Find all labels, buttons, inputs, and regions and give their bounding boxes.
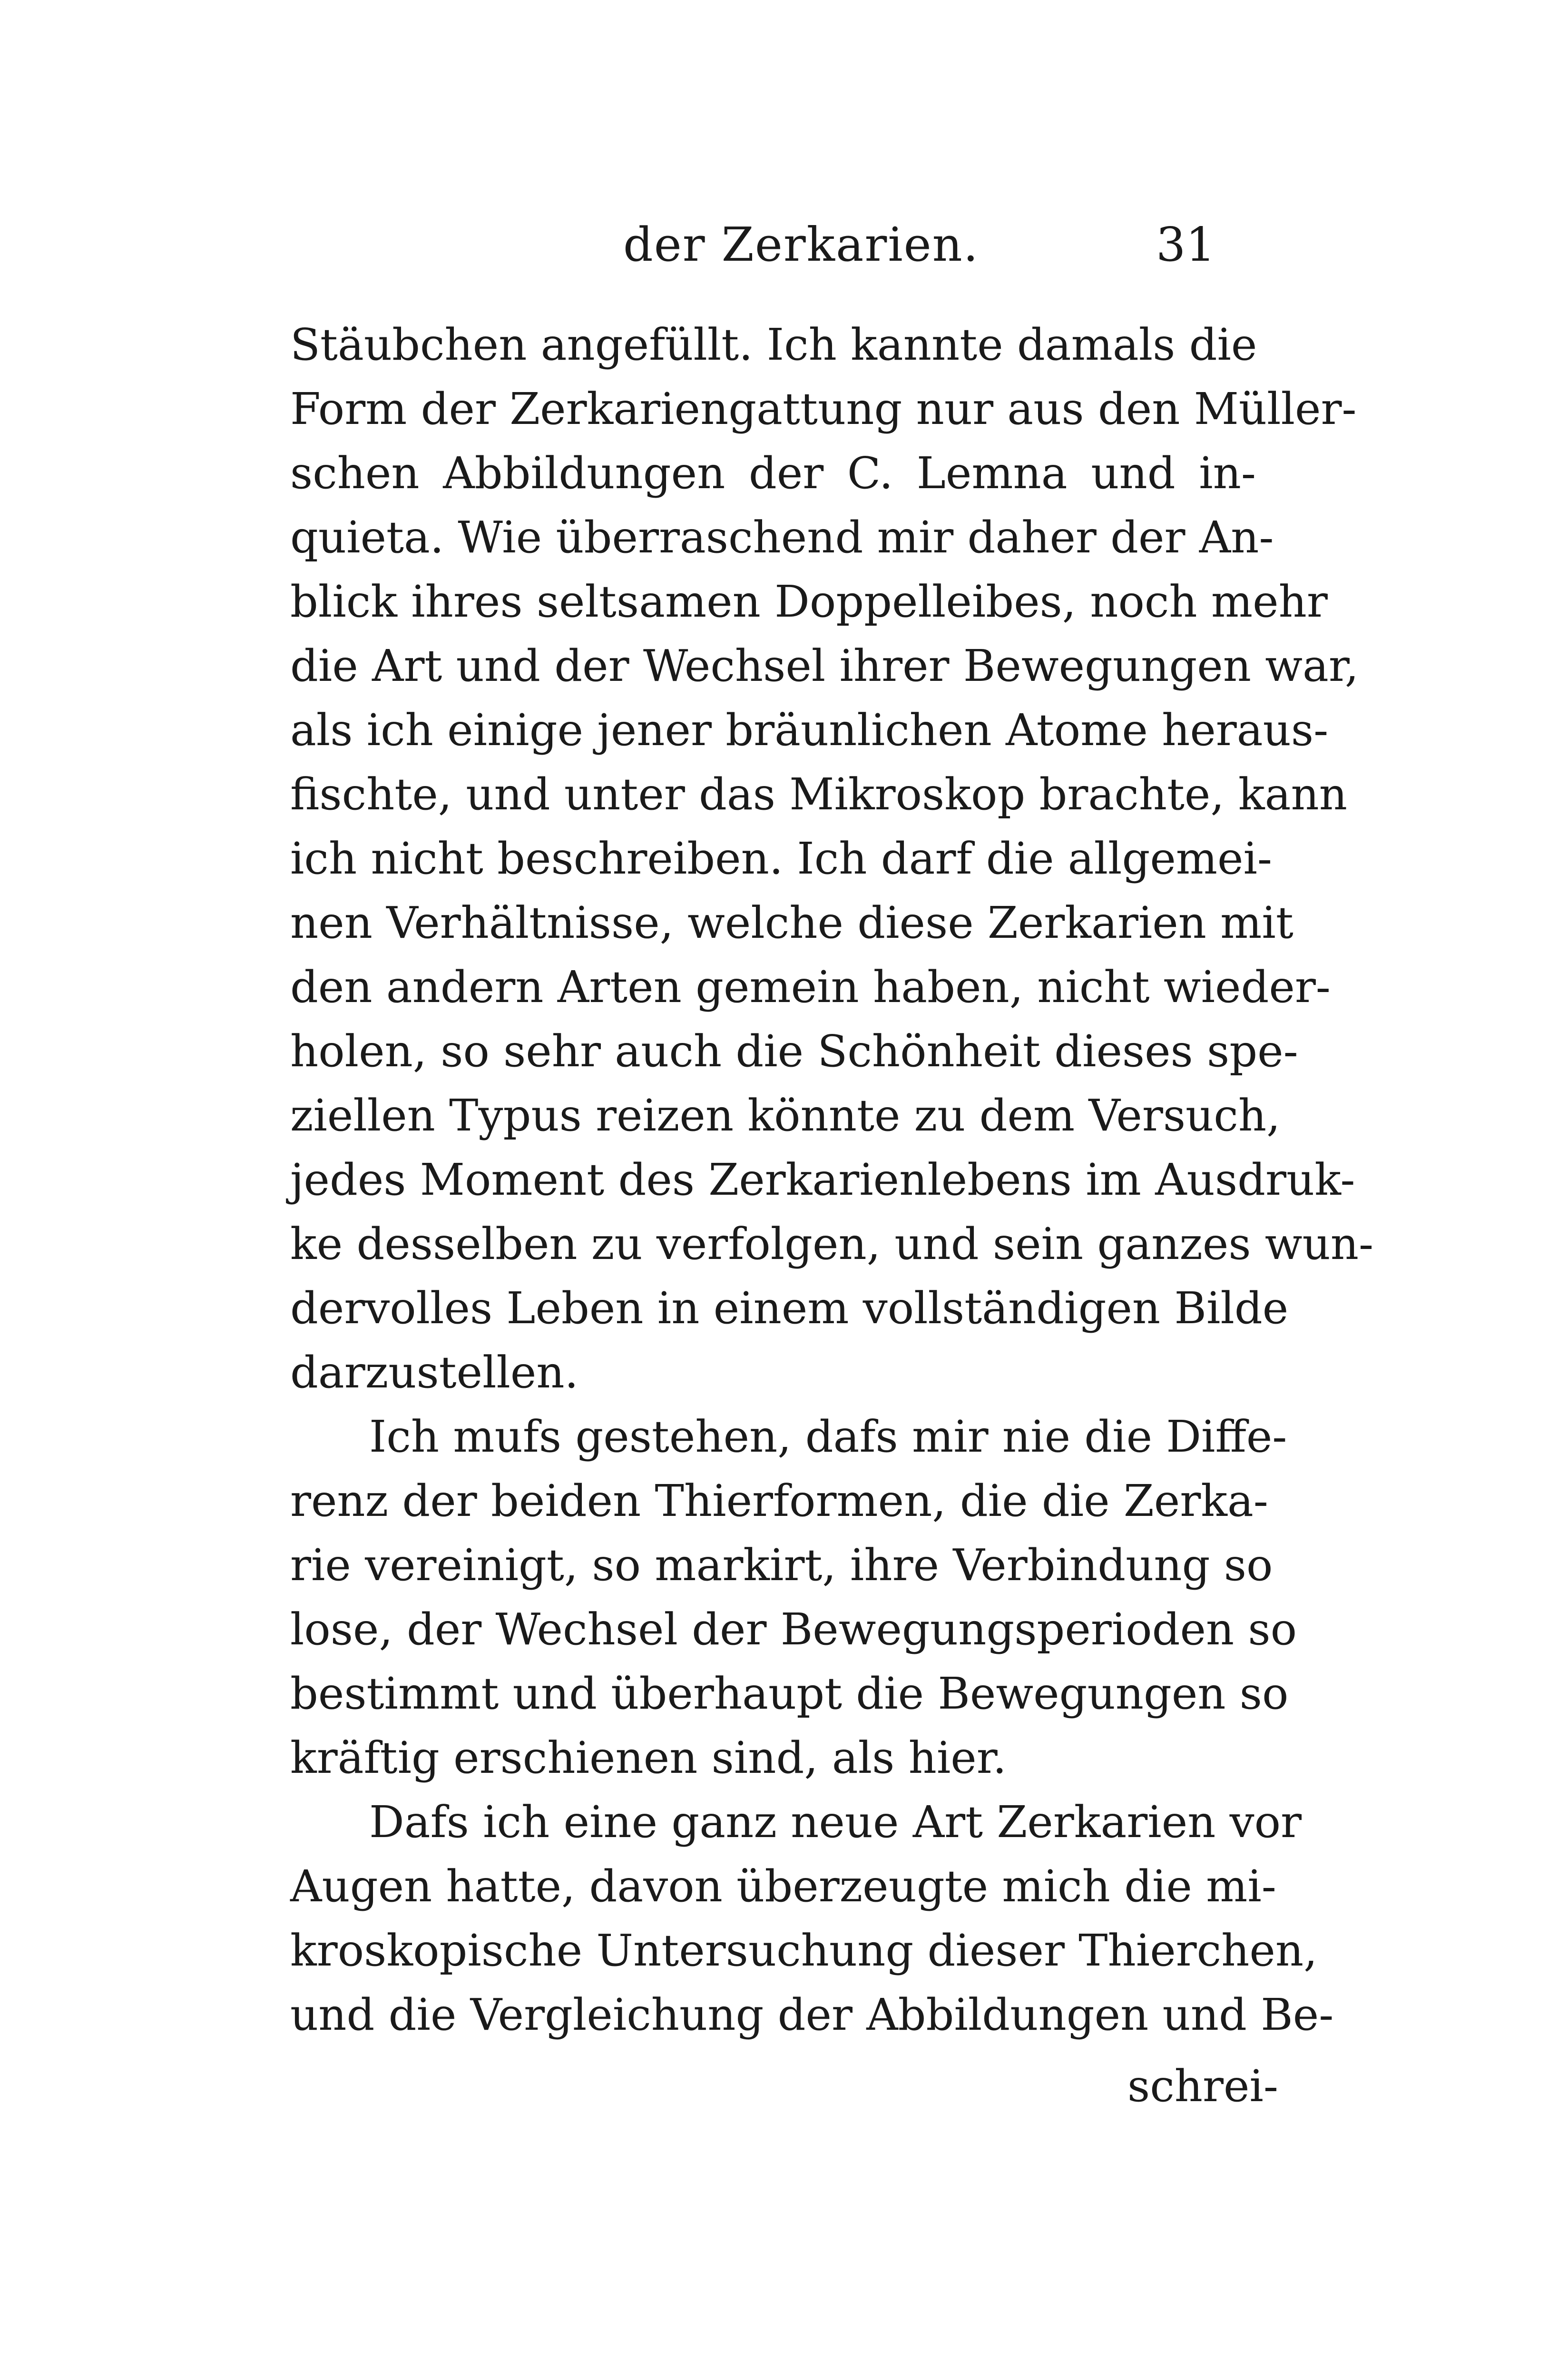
page-number: 31 (1156, 218, 1215, 272)
text-line: schen Abbildungen der C. Lemna und in- (290, 448, 1256, 499)
text-line: holen, so sehr auch die Schönheit dieses spe- (290, 1026, 1298, 1077)
text-line: Augen hatte, davon überzeugte mich die mi- (290, 1861, 1276, 1912)
text-line: lose, der Wechsel der Bewegungsperioden so (290, 1604, 1297, 1655)
text-line: die Art und der Wechsel ihrer Bewegungen war, (290, 640, 1359, 691)
running-head: der Zerkarien. (623, 218, 979, 272)
text-line: ich nicht beschreiben. Ich darf die allgemei- (290, 833, 1272, 884)
text-line: bestimmt und überhaupt die Bewegungen so (290, 1668, 1289, 1719)
text-line: Form der Zerkariengattung nur aus den Müller- (290, 383, 1357, 434)
text-line: und die Vergleichung der Abbildungen und Be- (290, 1989, 1334, 2040)
text-line: renz der beiden Thierformen, die die Zerka- (290, 1475, 1268, 1526)
text-line: fischte, und unter das Mikroskop brachte, kann (290, 769, 1347, 820)
text-line: den andern Arten gemein haben, nicht wieder- (290, 962, 1331, 1013)
text-line: kräftig erschienen sind, als hier. (290, 1732, 1007, 1783)
text-line: ke desselben zu verfolgen, und sein ganzes wun- (290, 1219, 1374, 1269)
text-line: Stäubchen angefüllt. Ich kannte damals die (290, 319, 1257, 370)
text-line: quieta. Wie überraschend mir daher der An- (290, 512, 1274, 563)
text-line: nen Verhältnisse, welche diese Zerkarien mit (290, 897, 1294, 948)
text-line: als ich einige jener bräunlichen Atome heraus- (290, 705, 1329, 756)
text-line: kroskopische Untersuchung dieser Thierchen, (290, 1925, 1318, 1976)
text-line: dervolles Leben in einem vollständigen Bilde (290, 1283, 1289, 1334)
catchword: schrei- (1127, 2061, 1278, 2112)
text-line: blick ihres seltsamen Doppelleibes, noch mehr (290, 576, 1328, 627)
text-line: rie vereinigt, so markirt, ihre Verbindung so (290, 1540, 1273, 1591)
text-line: ziellen Typus reizen könnte zu dem Versuch, (290, 1090, 1281, 1141)
text-line: Ich mufs gestehen, dafs mir nie die Diffe- (369, 1411, 1287, 1462)
text-line: darzustellen. (290, 1347, 578, 1398)
text-line: jedes Moment des Zerkarienlebens im Ausdruk- (290, 1154, 1355, 1205)
text-line: Dafs ich eine ganz neue Art Zerkarien vor (369, 1797, 1302, 1848)
